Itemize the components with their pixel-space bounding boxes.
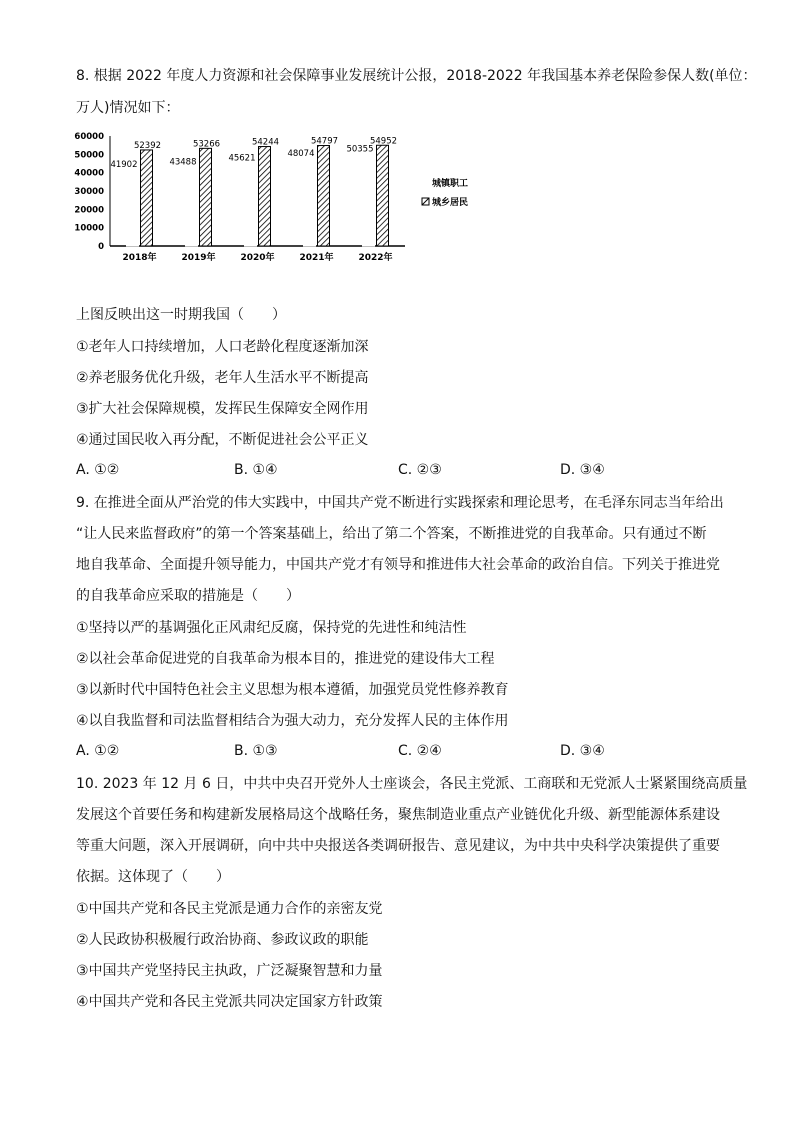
y-tick-label: 30000 [74,187,104,197]
y-tick-label: 60000 [74,132,104,142]
y-tick-label: 10000 [74,223,104,234]
q8-option-d[interactable]: D. ③④ [560,462,605,478]
q9-stem-line-4: 的自我革命应采取的措施是（ ） [76,588,300,604]
data-label-urban-rural-resident: 54244 [251,137,280,148]
data-label-urban-employee: 43488 [169,157,197,168]
bar-urban-employee [127,169,139,246]
data-label-urban-employee: 50355 [346,144,374,155]
x-tick-label: 2020年 [240,253,275,263]
q9-statement-1: ①坚持以严的基调强化正风肃纪反腐，保持党的先进性和纯洁性 [76,620,467,636]
q8-option-a[interactable]: A. ①② [76,462,120,478]
q10-stem-line-3: 等重大问题，深入开展调研，向中共中央报送各类调研报告、意见建议，为中共中央科学决策提供了重要 [76,838,720,854]
data-label-urban-rural-resident: 54797 [310,136,339,147]
q9-statement-2: ②以社会革命促进党的自我革命为根本目的，推进党的建设伟大工程 [76,651,495,667]
q8-statement-4: ④通过国民收入再分配，不断促进社会公平正义 [76,432,369,448]
bar-urban-rural-resident [200,148,212,246]
data-label-urban-employee: 45621 [228,153,256,164]
y-tick-label: 0 [98,242,104,252]
q10-statement-1: ①中国共产党和各民主党派是通力合作的亲密友党 [76,901,383,917]
y-tick-label: 40000 [74,168,104,179]
q8-option-b[interactable]: B. ①④ [234,462,278,478]
pension-bar-chart [70,128,410,268]
q9-stem-line-1: 9. 在推进全面从严治党的伟大实践中，中国共产党不断进行实践探索和理论思考，在毛泽东同志当年给出 [76,495,724,511]
bar-urban-rural-resident [318,146,330,246]
bar-urban-employee [186,166,198,246]
x-tick-label: 2022年 [358,253,393,263]
legend-label-urban-rural-resident: 城乡居民 [432,198,469,208]
q9-stem-line-3: 地自我革命、全面提升领导能力，中国共产党才有领导和推进伟大社会革命的政治自信。下列关于推进党 [76,557,720,573]
q10-statement-3: ③中国共产党坚持民主执政，广泛凝聚智慧和力量 [76,963,383,979]
q9-option-b[interactable]: B. ①③ [234,743,278,759]
x-tick-label: 2019年 [181,253,216,263]
bar-urban-employee [245,162,257,246]
q8-option-c[interactable]: C. ②③ [398,462,442,478]
q8-stem-line-1: 8. 根据 2022 年度人力资源和社会保障事业发展统计公报，2018-2022 年我国基本养老保险参保人数(单位： [76,68,757,84]
data-label-urban-rural-resident: 53266 [192,139,221,150]
y-tick-label: 50000 [74,150,104,161]
q10-stem-line-2: 发展这个首要任务和构建新发展格局这个战略任务，聚焦制造业重点产业链优化升级、新型能源体系建设 [76,807,720,823]
q8-statement-2: ②养老服务优化升级，老年人生活水平不断提高 [76,370,369,386]
bar-urban-employee [363,154,375,246]
bar-urban-rural-resident [377,145,389,246]
q10-stem-line-4: 依据。这体现了（ ） [76,869,230,885]
x-tick-label: 2018年 [122,253,157,263]
q10-stem-line-1: 10. 2023 年 12 月 6 日，中共中央召开党外人士座谈会，各民主党派、工商联和无党派人士紧紧围绕高质量 [76,776,748,792]
y-tick-label: 20000 [74,205,104,216]
bar-urban-employee [304,158,316,246]
q9-statement-3: ③以新时代中国特色社会主义思想为根本遵循，加强党员党性修养教育 [76,682,509,698]
legend-label-urban-employee: 城镇职工 [432,179,469,189]
data-label-urban-rural-resident: 54952 [369,136,398,147]
legend-swatch-urban-employee [422,179,429,186]
bar-urban-rural-resident [141,150,153,246]
q9-option-c[interactable]: C. ②④ [398,743,442,759]
data-label-urban-employee: 41902 [110,160,138,171]
x-tick-label: 2021年 [299,253,334,263]
q9-statement-4: ④以自我监督和司法监督相结合为强大动力，充分发挥人民的主体作用 [76,713,509,729]
data-label-urban-rural-resident: 52392 [133,140,162,151]
q9-options [76,743,756,763]
chart-legend [420,174,510,214]
data-label-urban-employee: 48074 [287,148,315,159]
q8-options [76,462,756,482]
q9-stem-line-2: “让人民来监督政府”的第一个答案基础上，给出了第二个答案，不断推进党的自我革命。只有通过不断 [76,526,707,542]
q10-statement-2: ②人民政协积极履行政治协商、参政议政的职能 [76,932,369,948]
q8-statement-1: ①老年人口持续增加，人口老龄化程度逐渐加深 [76,339,369,355]
q9-option-a[interactable]: A. ①② [76,743,120,759]
q10-statement-4: ④中国共产党和各民主党派共同决定国家方针政策 [76,994,383,1010]
q9-option-d[interactable]: D. ③④ [560,743,605,759]
q8-stem-line-2: 万人)情况如下： [76,100,180,116]
bar-urban-rural-resident [259,147,271,246]
q8-statement-3: ③扩大社会保障规模，发挥民生保障安全网作用 [76,401,369,417]
q8-question: 上图反映出这一时期我国（ ） [76,307,286,323]
